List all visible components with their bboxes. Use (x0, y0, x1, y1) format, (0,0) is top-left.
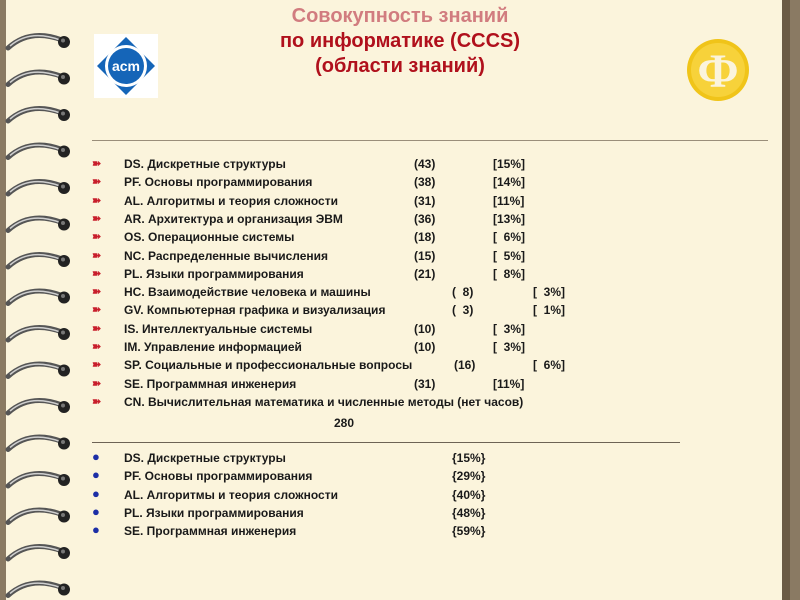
area-hours: (31) (414, 193, 436, 208)
area-name: AR. Архитектура и организация ЭВМ (124, 211, 343, 226)
red-arrow-bullet-icon: ➽ (92, 286, 102, 299)
area-name: NC. Распределенные вычисления (124, 248, 329, 263)
area-hours: ( 3) (452, 303, 474, 318)
red-arrow-bullet-icon: ➽ (92, 267, 102, 280)
area-name: IS. Интеллектуальные системы (124, 321, 313, 336)
title-line-1: Совокупность знаний (291, 5, 509, 27)
area-hours: (18) (414, 230, 436, 245)
spiral-ring (8, 218, 70, 231)
area-hours: (21) (414, 266, 436, 281)
area-percent: [ 6%] (493, 230, 526, 245)
area-hours: (36) (414, 211, 436, 226)
spiral-ring (8, 401, 70, 414)
acm-logo-text: acm (111, 58, 141, 74)
red-arrow-bullet-icon: ➽ (92, 322, 102, 335)
area-hours: (10) (414, 340, 436, 354)
area-name: CN. Вычислительная математика и численные методы (нет часов) (124, 394, 524, 409)
red-arrow-bullet-icon: ➽ (92, 304, 102, 317)
red-arrow-bullet-icon: ➽ (92, 158, 102, 170)
cumulative-area-name: DS. Дискретные структуры (124, 451, 286, 465)
spiral-ring (8, 547, 70, 560)
area-name: AL. Алгоритмы и теория сложности (124, 193, 338, 208)
spiral-ring (8, 510, 70, 523)
area-name: PL. Языки программирования (124, 266, 304, 281)
title-line-2: по информатике (CCCS) (279, 30, 521, 52)
area-hours: (10) (414, 321, 436, 336)
spiral-ring (8, 328, 70, 341)
area-hours: (31) (414, 376, 436, 391)
cumulative-percent: {59%} (452, 524, 486, 539)
cumulative-area-name: SE. Программная инженерия (124, 524, 297, 539)
area-percent: [ 3%] (493, 321, 526, 336)
area-hours: (15) (414, 248, 436, 263)
red-arrow-bullet-icon: ➽ (92, 249, 102, 262)
area-percent: [11%] (493, 376, 525, 391)
blue-dot-bullet-icon: ● (92, 522, 100, 538)
cumulative-area-name: PF. Основы программирования (124, 469, 313, 484)
area-percent: [14%] (493, 175, 526, 190)
area-name: GV. Компьютерная графика и визуализация (124, 303, 386, 318)
area-percent: [ 6%] (533, 358, 566, 373)
divider-bottom (92, 442, 680, 443)
blue-dot-bullet-icon: ● (92, 503, 100, 519)
area-percent: [ 3%] (533, 285, 566, 300)
spiral-ring (8, 109, 70, 122)
spiral-ring (8, 364, 70, 377)
acm-logo (94, 34, 158, 98)
area-name: OS. Операционные системы (124, 230, 295, 245)
red-arrow-bullet-icon: ➽ (92, 176, 102, 189)
spiral-ring (8, 72, 70, 85)
page-title (210, 5, 590, 79)
cumulative-percent: {29%} (452, 469, 486, 484)
area-name: PF. Основы программирования (124, 175, 313, 190)
university-logo (686, 38, 750, 102)
red-arrow-bullet-icon: ➽ (92, 377, 102, 390)
red-arrow-bullet-icon: ➽ (92, 395, 102, 408)
title-line-3: (области знаний) (315, 55, 485, 77)
area-percent: [ 1%] (533, 303, 566, 318)
area-name: SP. Социальные и профессиональные вопросы (124, 358, 413, 373)
spiral-ring (8, 474, 70, 487)
cumulative-area-name: AL. Алгоритмы и теория сложности (124, 487, 338, 502)
total-hours: 280 (334, 416, 355, 430)
spiral-ring (8, 36, 70, 49)
spiral-ring (8, 255, 70, 268)
cumulative-percent: {48%} (452, 505, 486, 520)
spiral-ring (8, 437, 70, 450)
red-arrow-bullet-icon: ➽ (92, 231, 102, 244)
area-percent: [ 3%] (493, 340, 526, 354)
red-arrow-bullet-icon: ➽ (92, 194, 102, 207)
cumulative-percent: {15%} (452, 451, 486, 465)
blue-dot-bullet-icon: ● (92, 467, 100, 483)
area-percent: [ 5%] (493, 248, 526, 263)
area-name: HC. Взаимодействие человека и машины (124, 285, 371, 300)
blue-dot-bullet-icon: ● (92, 449, 100, 464)
area-percent: [11%] (493, 193, 525, 208)
spiral-ring (8, 182, 70, 195)
area-percent: [ 8%] (493, 266, 526, 281)
area-percent: [15%] (493, 157, 526, 171)
spiral-binding (0, 0, 80, 600)
spiral-ring (8, 145, 70, 158)
red-arrow-bullet-icon: ➽ (92, 341, 102, 353)
cumulative-percent: {40%} (452, 487, 486, 502)
divider-top (92, 140, 768, 141)
university-logo-glyph: Ф (697, 45, 739, 98)
spiral-ring (8, 291, 70, 304)
area-percent: [13%] (493, 211, 526, 226)
red-arrow-bullet-icon: ➽ (92, 212, 102, 225)
area-hours: (16) (454, 358, 476, 373)
red-arrow-bullet-icon: ➽ (92, 359, 102, 372)
blue-dot-bullet-icon: ● (92, 485, 100, 501)
area-name: SE. Программная инженерия (124, 376, 297, 391)
area-hours: (38) (414, 175, 436, 190)
area-hours: (43) (414, 157, 436, 171)
area-name: DS. Дискретные структуры (124, 157, 286, 171)
area-hours: ( 8) (452, 285, 474, 300)
area-name: IM. Управление информацией (124, 340, 302, 354)
cumulative-area-name: PL. Языки программирования (124, 505, 304, 520)
spiral-ring (8, 583, 70, 596)
